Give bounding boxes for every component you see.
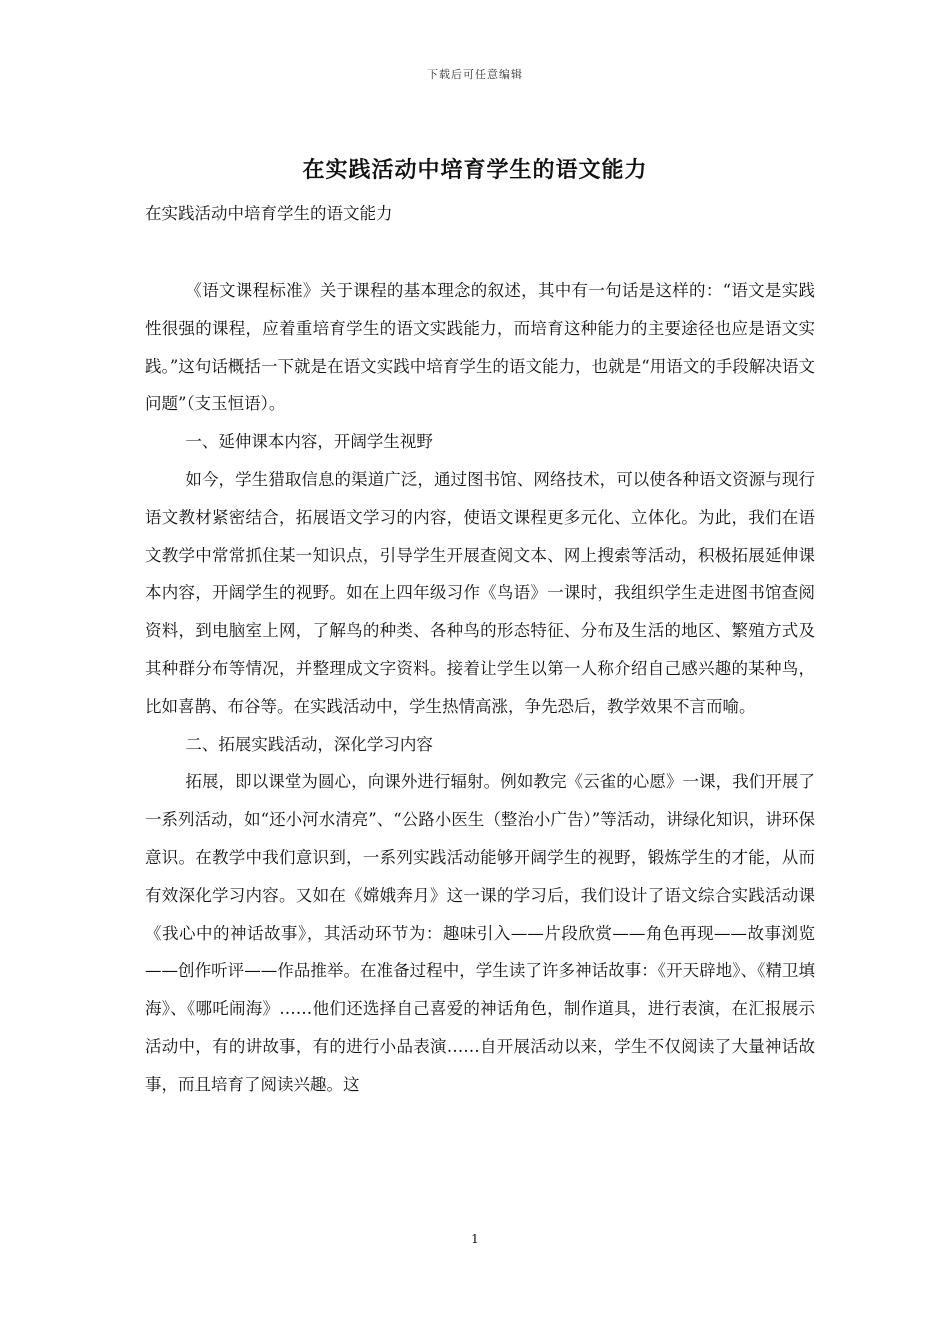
page-number: 1 (471, 1232, 479, 1246)
document-title: 在实践活动中培育学生的语文能力 (302, 157, 648, 183)
document-body (145, 272, 815, 1104)
header-note: 下载后可任意编辑 (427, 68, 523, 81)
section-2-paragraph: 拓展，即以课堂为圆心，向课外进行辐射。例如教完《云雀的心愿》一课，我们开展了一系列活动，如“还小河水清亮”、“公路小医生（整治小广告）”等活动，讲绿化知识，讲环保意识。在教学中我们意识到，一系列实践活动能够开阔学生的视野，锻炼学生的才能，从而有效深化学习内容。又如在《嫦娥奔月》这一课的学习后，我们设计了语文综合实践活动课《我心中的神话故事》，其活动环节为：趣味引入——片段欣赏——角色再现——故事浏览——创作听评——作品推举。在准备过程中，学生读了许多神话故事：《开天辟地》、《精卫填海》、《哪吒闹海》……他们还选择自己喜爱的神话角色，制作道具，进行表演，在汇报展示活动中，有的讲故事，有的进行小品表演……自开展活动以来，学生不仅阅读了大量神话故事，而且培育了阅读兴趣。这 (145, 772, 815, 1094)
section-heading-2: 二、拓展实践活动，深化学习内容 (185, 734, 433, 754)
section-1-paragraph: 如今，学生猎取信息的渠道广泛，通过图书馆、网络技术，可以使各种语文资源与现行语文教材紧密结合，拓展语文学习的内容，使语文课程更多元化、立体化。为此，我们在语文教学中常常抓住某一知识点，引导学生开展查阅文本、网上搜索等活动，积极拓展延伸课本内容，开阔学生的视野。如在上四年级习作《鸟语》一课时，我组织学生走进图书馆查阅资料，到电脑室上网，了解鸟的种类、各种鸟的形态特征、分布及生活的地区、繁殖方式及其种群分布等情况，并整理成文字资料。接着让学生以第一人称介绍自己感兴趣的某种鸟，比如喜鹊、布谷等。在实践活动中，学生热情高涨，争先恐后，教学效果不言而喻。 (145, 469, 815, 716)
section-heading-1: 一、延伸课本内容，开阔学生视野 (185, 432, 433, 452)
document-subtitle: 在实践活动中培育学生的语文能力 (145, 204, 393, 223)
intro-paragraph: 《语文课程标准》关于课程的基本理念的叙述，其中有一句话是这样的：“语文是实践性很强的课程，应着重培育学生的语文实践能力，而培育这种能力的主要途径也应是语文实践。”这句话概括一下就是在语文实践中培育学生的语文能力，也就是“用语文的手段解决语文问题”（支玉恒语）。 (145, 281, 815, 414)
